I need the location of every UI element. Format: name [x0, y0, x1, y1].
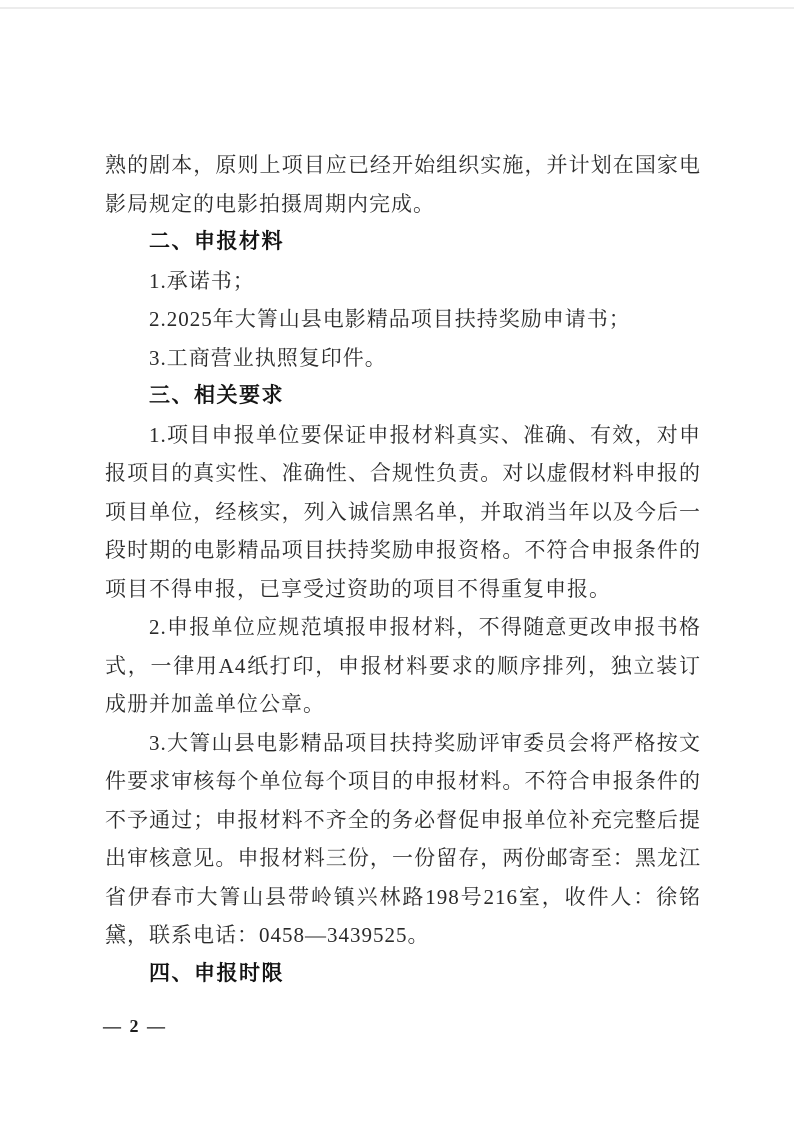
list-item-material-3: 3.工商营业执照复印件。	[149, 345, 387, 370]
scan-edge-line	[0, 7, 794, 9]
page-number: — 2 —	[103, 1016, 167, 1036]
para-requirement-1: 1.项目申报单位要保证申报材料真实、准确、有效，对申报项目的真实性、准确性、合规性负责。对以虚假材料申报的项目单位，经核实，列入诚信黑名单，并取消当年以及今后一段时期的电影精品项目扶持奖励申报资格。不符合申报条件的项目不得申报，已享受过资助的项目不得重复申报。	[105, 422, 701, 601]
list-item-material-2: 2.2025年大箐山县电影精品项目扶持奖励申请书；	[149, 307, 631, 331]
heading-section-2-materials: 二、申报材料	[149, 230, 284, 253]
para-requirement-2: 2.申报单位应规范填报申报材料，不得随意更改申报书格式，一律用A4纸打印，申报材料要求的顺序排列，独立装订成册并加盖单位公章。	[105, 615, 701, 716]
heading-section-4-deadline: 四、申报时限	[149, 961, 284, 985]
para-requirement-3: 3.大箐山县电影精品项目扶持奖励评审委员会将严格按文件要求审核每个单位每个项目的申报材料。不符合申报条件的不予通过；申报材料不齐全的务必督促申报单位补充完整后提出审核意见。申报材料三份，一份留存，两份邮寄至：黑龙江省伊春市大箐山县带岭镇兴林路198号216室，收件人：徐铭黛，联系电话：0458—3439525。	[105, 730, 701, 947]
list-item-material-1: 1.承诺书；	[149, 268, 255, 293]
para-continuation: 熟的剧本，原则上项目应已经开始组织实施，并计划在国家电影局规定的电影拍摄周期内完成。	[105, 153, 701, 216]
document-body-text	[105, 146, 701, 993]
heading-section-3-requirements: 三、相关要求	[149, 384, 284, 407]
